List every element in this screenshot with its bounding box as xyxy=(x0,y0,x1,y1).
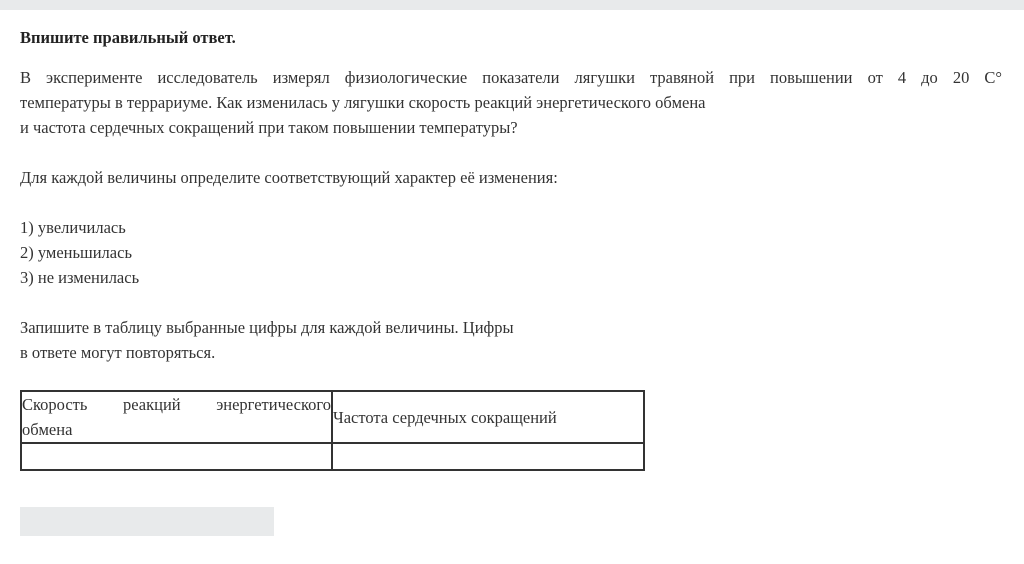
question-line-3: и частота сердечных сокращений при таком повышении температуры? xyxy=(20,118,518,137)
question-line-2: температуры в террариуме. Как изменилась у лягушки скорость реакций энергетического обмена xyxy=(20,93,706,112)
answer-table-header-row xyxy=(21,391,644,443)
note-line-1: Запишите в таблицу выбранные цифры для каждой величины. Цифры xyxy=(20,318,514,337)
option-item: 2) уменьшилась xyxy=(20,243,132,262)
options-list xyxy=(20,215,1002,290)
option-item: 1) увеличилась xyxy=(20,218,126,237)
header-metabolism-line-1: Скорость реакций энергетического xyxy=(22,395,331,414)
task-text: Для каждой величины определите соответствующий характер её изменения: xyxy=(20,168,558,187)
note-line-2: в ответе могут повторяться. xyxy=(20,343,216,362)
note-text xyxy=(20,315,1002,365)
option-item: 3) не изменилась xyxy=(20,268,140,287)
answer-table-input-row xyxy=(21,443,644,470)
instruction-heading: Впишите правильный ответ. xyxy=(20,28,236,47)
answer-table xyxy=(20,390,645,471)
answer-input-heart-rate[interactable] xyxy=(332,443,644,470)
question-line-1: В эксперименте исследователь измерял физиологические показатели лягушки травяной при повышении от 4 до 20 C° xyxy=(20,68,1002,87)
answer-input-metabolism[interactable] xyxy=(21,443,332,470)
question-text xyxy=(20,65,1002,140)
header-cell-heart-rate: Частота сердечных сокращений xyxy=(332,391,644,443)
top-bar xyxy=(0,0,1024,10)
header-metabolism-line-2: обмена xyxy=(22,420,73,439)
question-content xyxy=(20,25,1002,365)
submit-button[interactable] xyxy=(20,507,274,536)
header-cell-metabolism xyxy=(21,391,332,443)
